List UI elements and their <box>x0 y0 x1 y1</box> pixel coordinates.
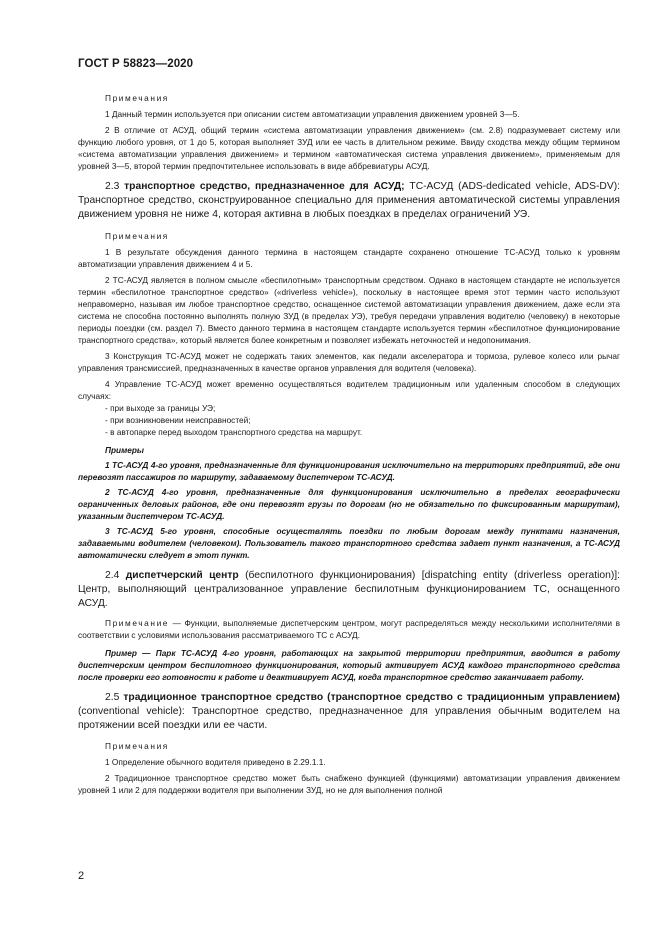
term-number: 2.3 <box>105 181 120 192</box>
note-heading: Примечание <box>105 618 170 628</box>
list-item: - в автопарке перед выходом транспортного средства на маршрут. <box>105 427 363 437</box>
example-paragraph: Пример — Парк ТС-АСУД 4-го уровня, работающих на закрытой территории предприятия, вводится в работу диспетчерским центром беспилотного функционирования, который активирует АСУД каждого транспортного средства после проверки его готовности к работе и деактивирует АСУД, когда транспортное средство заканчивает работу. <box>78 648 620 682</box>
note-paragraph: 2 В отличие от АСУД, общий термин «система автоматизации управления движением» (см. 2.8) подразумевает систему или функцию любого уровня, от 1 до 5, которая выполняет ЗУД или ее часть в длительном режиме. Ввиду сходства между общим термином «система автоматизации управления движением» и термином «автоматическая система управления движением», применяемым для уровней 3—5, второй термин предпочтительнее использовать в виде аббревиатуры АСУД. <box>78 125 620 171</box>
term-2-3 <box>78 180 620 222</box>
note-paragraph: 3 Конструкция ТС-АСУД может не содержать таких элементов, как педали акселератора и тормоза, рулевое колесо или рычаг управления трансмиссией, предназначенных в качестве органов управления для водителя (человека). <box>78 351 620 373</box>
document-body <box>78 92 620 796</box>
note-paragraph: 1 Определение обычного водителя приведено в 2.29.1.1. <box>105 757 326 767</box>
note-text: — Функции, выполняемые диспетчерским центром, могут распределяться между несколькими исполнителями в соответствии с условиями использования рассматриваемого ТС с АСУД. <box>78 618 620 640</box>
term-name: традиционное транспортное средство (транспортное средство с традиционным управлением) <box>123 692 620 703</box>
note-paragraph: 2 ТС-АСУД является в полном смысле «беспилотным» транспортным средством. Однако в настоящем стандарте не используется термин «беспилотное транспортное средство» («driverless vehicle»), поскольку в настоящее время этот термин часто используют неправомерно, называя им любое транспортное средство, оснащенное системой автоматизации управления движением, даже если эта система не способна постоянно выполнять полную ЗУД (в пределах УЭ), требуя передачи управления водителю (человеку) в некоторые периоды поездки (см. раздел 7). Вместо данного термина в настоящем стандарте используется термин «беспилотное функционирование транспортного средства», который является более конкретным и позволяет избежать неточностей и недопонимания. <box>78 275 620 345</box>
list-item: - при выходе за границы УЭ; <box>105 403 216 413</box>
term-name: транспортное средство, предназначенное для АСУД; <box>124 181 405 192</box>
term-number: 2.5 <box>105 692 120 703</box>
example-paragraph: 3 ТС-АСУД 5-го уровня, способные осуществлять поездки по любым дорогам между пунктами назначения, задаваемыми водителем (человеком). Пользователь такого транспортного средства задает пункт назначения, а ТС-АСУД автоматически следует в этот пункт. <box>78 526 620 560</box>
note-paragraph: 1 Данный термин используется при описании систем автоматизации управления движением уровней 3—5. <box>105 109 520 119</box>
example-paragraph: 2 ТС-АСУД 4-го уровня, предназначенные для функционирования исключительно в пределах географически ограниченных деловых районов, где они перевозят грузы по дорогам (но не обязательно по фиксированным маршрутам), указанным диспетчером ТС-АСУД. <box>78 487 620 521</box>
examples-heading: Примеры <box>105 445 145 455</box>
notes-heading: Примечания <box>105 741 169 751</box>
term-number: 2.4 <box>105 570 120 581</box>
note-paragraph: 2 Традиционное транспортное средство может быть снабжено функцией (функциями) автоматизации управления движением уровней 1 или 2 для поддержки водителя при выполнении ЗУД, но не для выполнения полной <box>78 773 620 795</box>
term-name: диспетчерский центр <box>125 570 239 581</box>
term-definition: ТС-АСУД (ADS-dedicated vehicle, ADS-DV): Транспортное средство, сконструированное специально для применения автоматической системы управления движением уровня не ниже 4, которая активна в любых поездках в пределах ограничений УЭ. <box>78 181 620 220</box>
note-paragraph: 4 Управление ТС-АСУД может временно осуществляться водителем традиционным или удаленным способом в следующих случаях: <box>78 379 620 401</box>
page-number: 2 <box>78 870 85 882</box>
list-item: - при возникновении неисправностей; <box>105 415 251 425</box>
notes-heading: Примечания <box>105 231 169 241</box>
note-paragraph: 1 В результате обсуждения данного термина в настоящем стандарте сохранено отношение ТС-АСУД только к уровням автоматизации управления движением 4 и 5. <box>78 247 620 269</box>
note-single <box>78 617 620 641</box>
notes-heading: Примечания <box>105 93 169 103</box>
term-2-4 <box>78 569 620 611</box>
term-definition: (беспилотного функционирования) [dispatching entity (driverless operation)]: Центр, выполняющий централизованное управление беспилотным функционированием ТС, оснащенного АСУД. <box>78 570 620 609</box>
term-definition: (conventional vehicle): Транспортное средство, предназначенное для управления обычным водителем на протяжении всей поездки или ее части. <box>78 706 620 731</box>
example-paragraph: 1 ТС-АСУД 4-го уровня, предназначенные для функционирования исключительно на территориях предприятий, где они перевозят пассажиров по маршруту, задаваемому диспетчером ТС-АСУД. <box>78 460 620 482</box>
document-header: ГОСТ Р 58823—2020 <box>78 58 194 70</box>
term-2-5 <box>78 691 620 733</box>
